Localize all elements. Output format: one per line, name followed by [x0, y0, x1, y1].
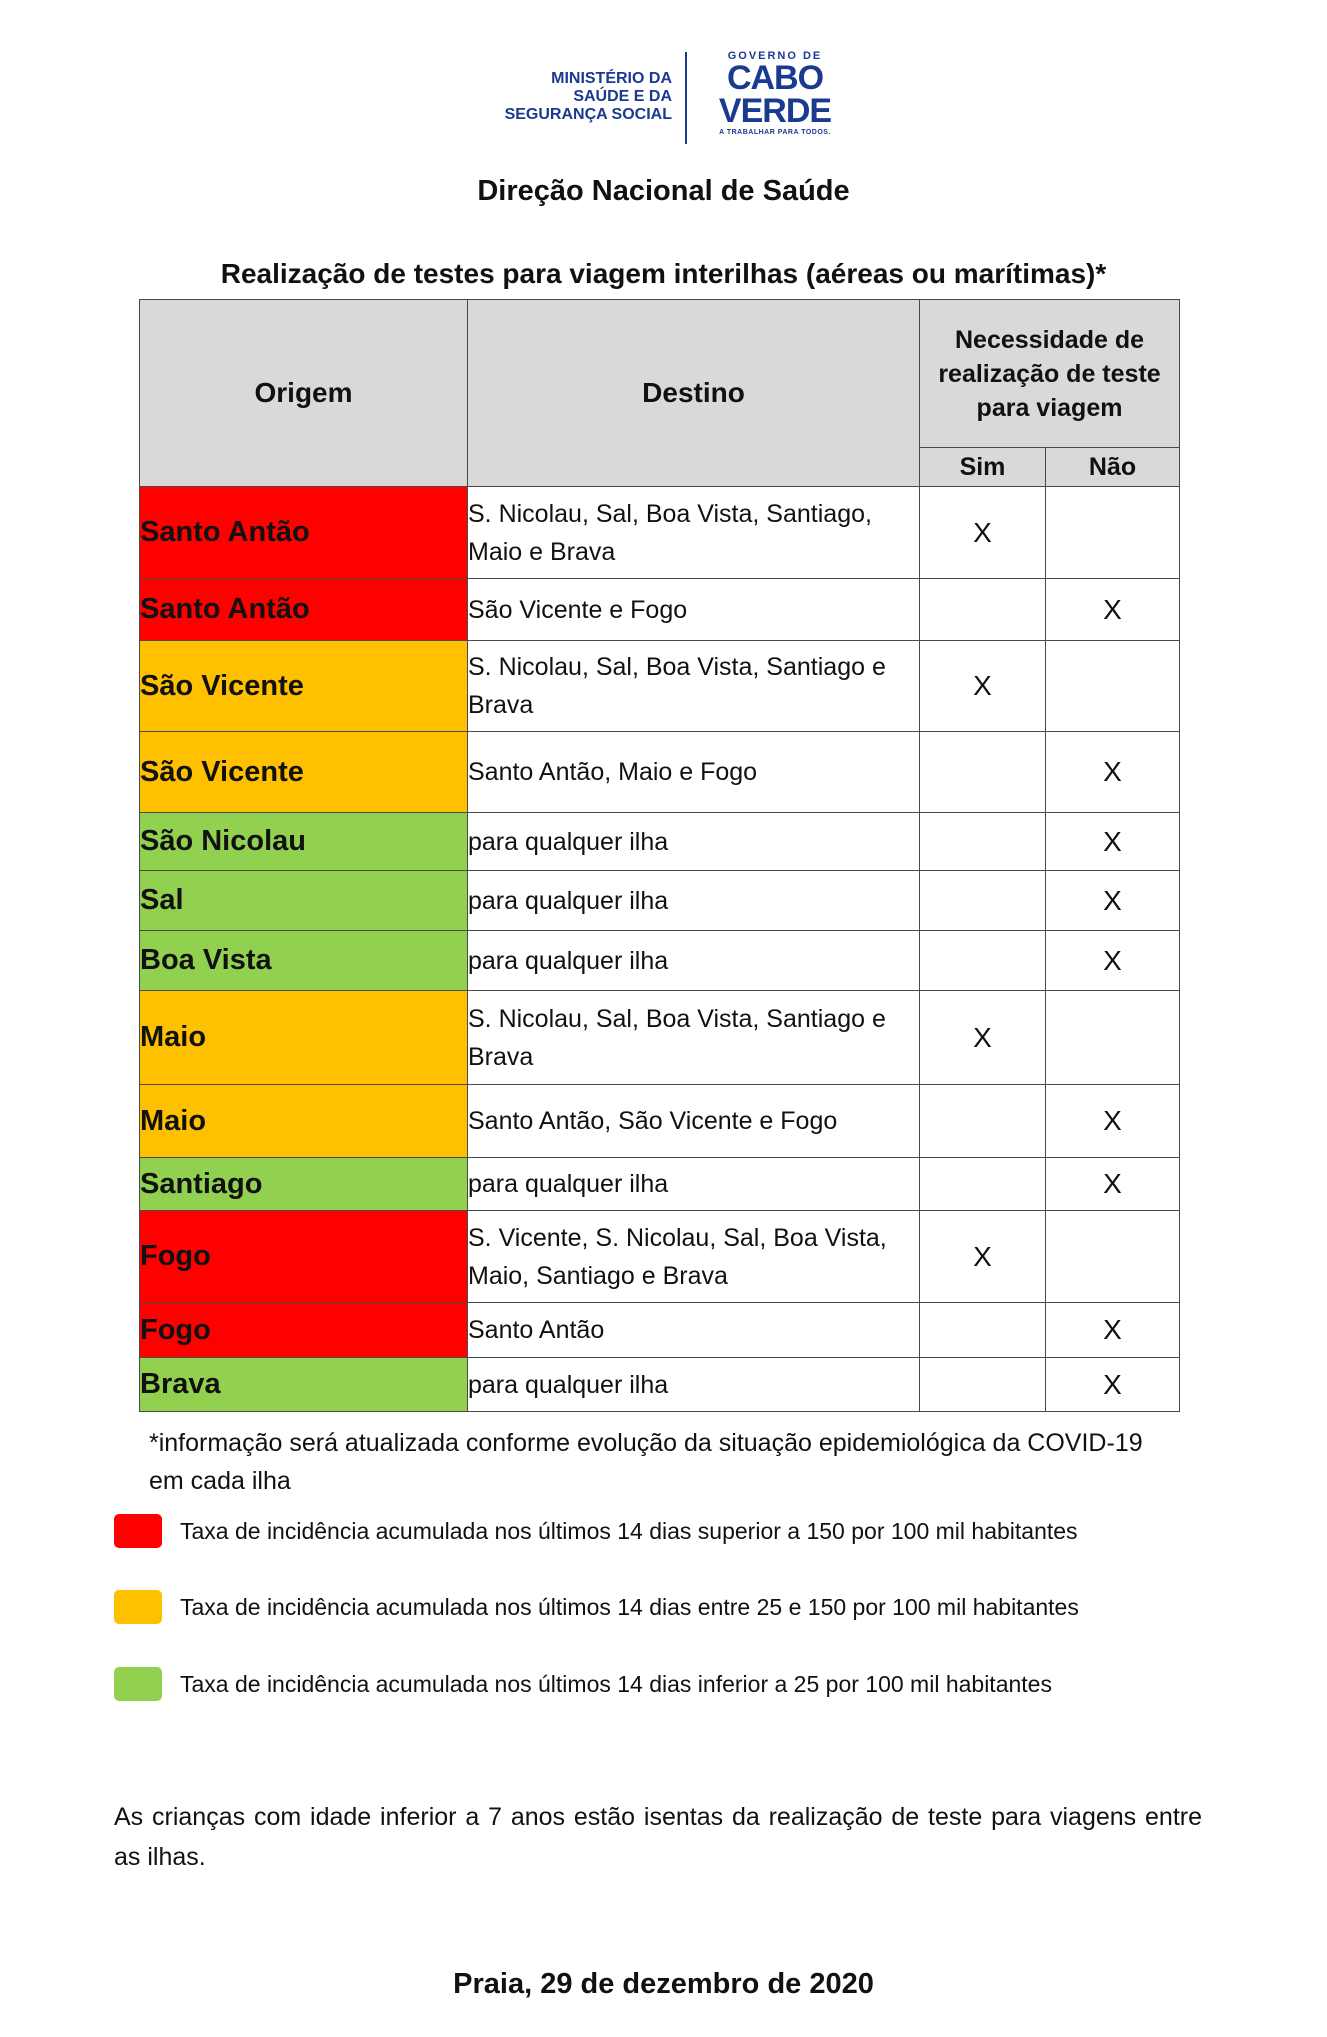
- header-destination: Destino: [468, 300, 920, 487]
- no-cell: [1046, 1211, 1180, 1303]
- destination-cell: São Vicente e Fogo: [468, 579, 920, 641]
- yes-cell: [920, 1158, 1046, 1211]
- ministry-line-3: SEGURANÇA SOCIAL: [504, 106, 672, 123]
- yes-cell: [920, 931, 1046, 991]
- table-row: [140, 1211, 1180, 1303]
- no-cell: X: [1046, 732, 1180, 813]
- origin-cell: Brava: [140, 1358, 468, 1412]
- table-row: [140, 931, 1180, 991]
- no-cell: X: [1046, 1158, 1180, 1211]
- destination-cell: para qualquer ilha: [468, 871, 920, 931]
- yes-cell: [920, 813, 1046, 871]
- department-name: Direção Nacional de Saúde: [477, 175, 850, 207]
- table-row: [140, 732, 1180, 813]
- table-row: [140, 991, 1180, 1085]
- no-cell: X: [1046, 813, 1180, 871]
- origin-cell: Santo Antão: [140, 579, 468, 641]
- no-cell: X: [1046, 1303, 1180, 1358]
- destination-cell: Santo Antão, São Vicente e Fogo: [468, 1085, 920, 1158]
- footnote: *informação será atualizada conforme evolução da situação epidemiológica da COVID-19 em cada ilha: [149, 1429, 1143, 1495]
- no-cell: X: [1046, 871, 1180, 931]
- origin-cell: Boa Vista: [140, 931, 468, 991]
- header-no: Não: [1046, 448, 1180, 487]
- destination-cell: Santo Antão: [468, 1303, 920, 1358]
- yes-cell: [920, 1085, 1046, 1158]
- table-row: [140, 579, 1180, 641]
- place-and-date: Praia, 29 de dezembro de 2020: [453, 1968, 874, 2000]
- yes-cell: X: [920, 991, 1046, 1085]
- destination-cell: para qualquer ilha: [468, 1158, 920, 1211]
- origin-cell: Fogo: [140, 1303, 468, 1358]
- yes-cell: [920, 1358, 1046, 1412]
- yes-cell: X: [920, 641, 1046, 732]
- table-row: [140, 641, 1180, 732]
- government-logo: [705, 50, 845, 150]
- table-row: [140, 1303, 1180, 1358]
- government-label: GOVERNO DE: [727, 50, 823, 62]
- yes-cell: [920, 579, 1046, 641]
- origin-cell: São Vicente: [140, 641, 468, 732]
- no-cell: X: [1046, 579, 1180, 641]
- table-row: [140, 1085, 1180, 1158]
- destination-cell: S. Nicolau, Sal, Boa Vista, Santiago e Brava: [468, 641, 920, 732]
- table-row: [140, 813, 1180, 871]
- destination-cell: Santo Antão, Maio e Fogo: [468, 732, 920, 813]
- legend-swatch-orange: [114, 1590, 162, 1624]
- ministry-line-1: MINISTÉRIO DA: [551, 70, 672, 87]
- origin-cell: Maio: [140, 1085, 468, 1158]
- no-cell: X: [1046, 1358, 1180, 1412]
- destination-cell: para qualquer ilha: [468, 813, 920, 871]
- origin-cell: Maio: [140, 991, 468, 1085]
- destination-cell: para qualquer ilha: [468, 1358, 920, 1412]
- destination-cell: S. Vicente, S. Nicolau, Sal, Boa Vista, Maio, Santiago e Brava: [468, 1211, 920, 1303]
- legend-swatch-red: [114, 1514, 162, 1548]
- no-cell: [1046, 991, 1180, 1085]
- destination-cell: S. Nicolau, Sal, Boa Vista, Santiago, Maio e Brava: [468, 487, 920, 579]
- government-tagline: A TRABALHAR PARA TODOS.: [719, 129, 831, 136]
- logo-divider: [685, 52, 687, 144]
- origin-cell: Fogo: [140, 1211, 468, 1303]
- origin-cell: São Nicolau: [140, 813, 468, 871]
- destination-cell: S. Nicolau, Sal, Boa Vista, Santiago e Brava: [468, 991, 920, 1085]
- origin-cell: Santo Antão: [140, 487, 468, 579]
- travel-test-table: [139, 299, 1180, 1412]
- header-origin: Origem: [140, 300, 468, 487]
- legend-swatch-green: [114, 1667, 162, 1701]
- no-cell: X: [1046, 931, 1180, 991]
- origin-cell: Sal: [140, 871, 468, 931]
- no-cell: [1046, 487, 1180, 579]
- government-name-2: VERDE: [718, 92, 832, 130]
- origin-cell: São Vicente: [140, 732, 468, 813]
- header-test-need: Necessidade de realização de teste para viagem: [920, 300, 1180, 448]
- ministry-line-2: SAÚDE E DA: [573, 88, 672, 105]
- legend-text: Taxa de incidência acumulada nos últimos 14 dias superior a 150 por 100 mil habitantes: [180, 1518, 1078, 1544]
- no-cell: X: [1046, 1085, 1180, 1158]
- no-cell: [1046, 641, 1180, 732]
- ministry-logo: [440, 70, 672, 124]
- yes-cell: [920, 732, 1046, 813]
- legend-text: Taxa de incidência acumulada nos últimos 14 dias entre 25 e 150 por 100 mil habitantes: [180, 1594, 1079, 1620]
- yes-cell: X: [920, 1211, 1046, 1303]
- children-exemption-note: As crianças com idade inferior a 7 anos estão isentas da realização de teste para viagens entre as ilhas.: [114, 1803, 1202, 1871]
- table-row: [140, 1358, 1180, 1412]
- table-row: [140, 1158, 1180, 1211]
- table-row: [140, 871, 1180, 931]
- government-name-1: CABO: [726, 59, 824, 97]
- document-title: Realização de testes para viagem interilhas (aéreas ou marítimas)*: [220, 258, 1107, 289]
- yes-cell: X: [920, 487, 1046, 579]
- legend-text: Taxa de incidência acumulada nos últimos 14 dias inferior a 25 por 100 mil habitantes: [180, 1671, 1052, 1697]
- header-yes: Sim: [920, 448, 1046, 487]
- header: [0, 40, 1327, 150]
- yes-cell: [920, 871, 1046, 931]
- destination-cell: para qualquer ilha: [468, 931, 920, 991]
- yes-cell: [920, 1303, 1046, 1358]
- table-row: [140, 487, 1180, 579]
- origin-cell: Santiago: [140, 1158, 468, 1211]
